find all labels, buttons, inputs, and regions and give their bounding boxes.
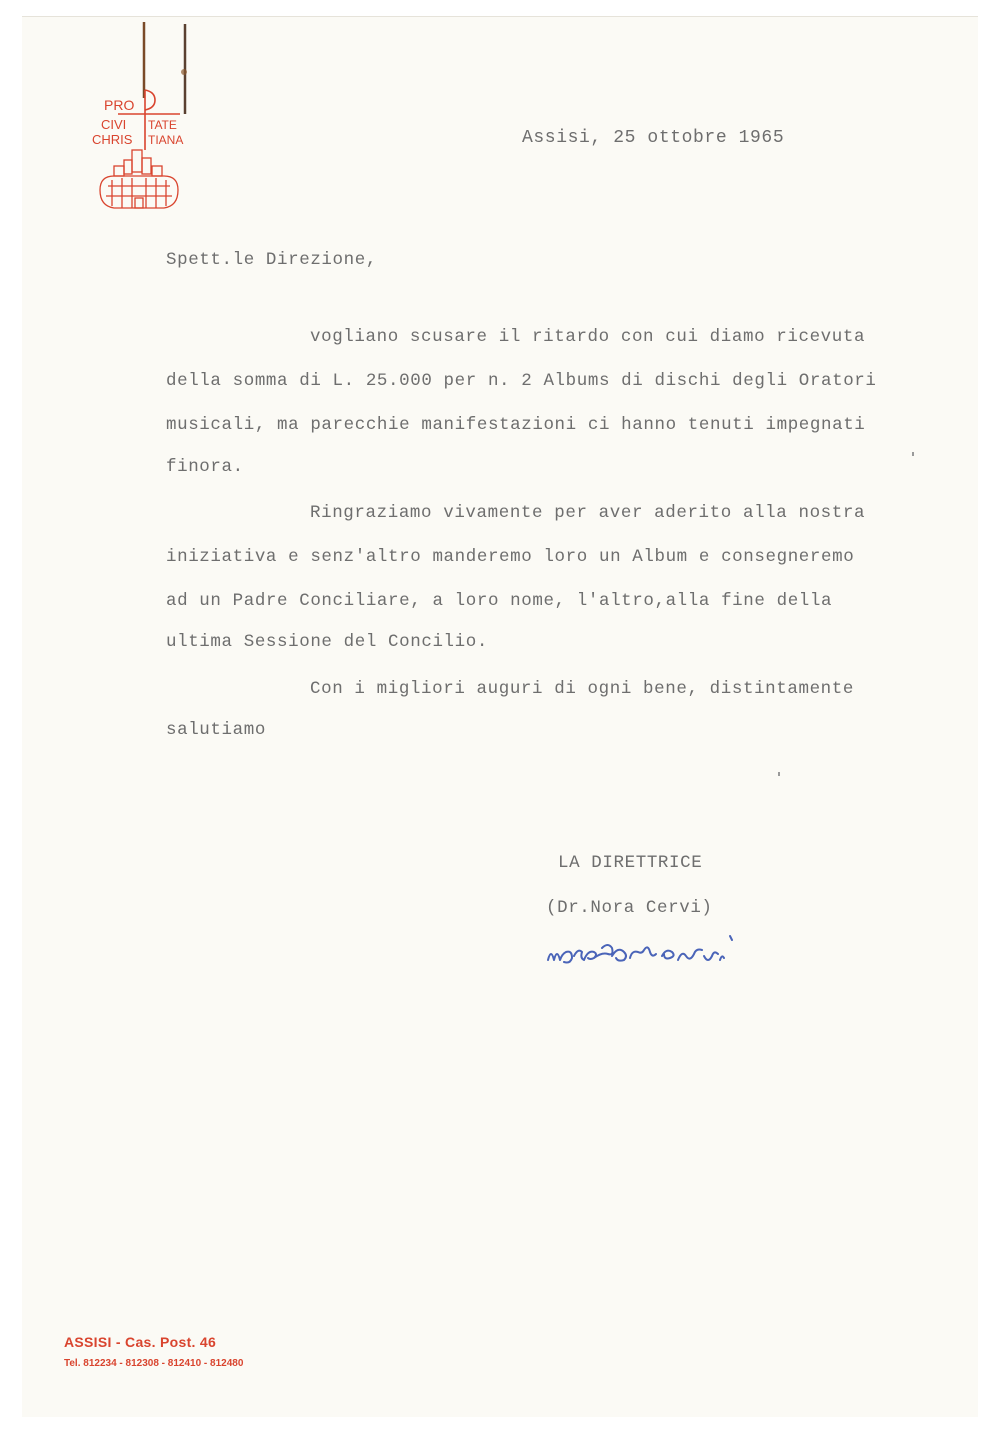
pro-civitate-christiana-emblem-icon: [88, 20, 188, 212]
signature-title: LA DIRETTRICE: [558, 853, 703, 873]
handwritten-signature: [544, 926, 754, 972]
paragraph1-line-3: musicali, ma parecchie manifestazioni ci hanno tenuti impegnati: [166, 415, 866, 435]
paragraph3-line-2: salutiamo: [166, 720, 266, 740]
paragraph2-line-4: ultima Sessione del Concilio.: [166, 632, 488, 652]
paper-speck: [912, 452, 914, 456]
paragraph1-line-4: finora.: [166, 457, 244, 477]
signature-name: (Dr.Nora Cervi): [546, 898, 713, 918]
signature-icon: [544, 926, 754, 972]
paragraph2-line-1: Ringraziamo vivamente per aver aderito alla nostra: [310, 503, 866, 523]
letter-date: Assisi, 25 ottobre 1965: [522, 128, 785, 148]
paper-speck: [778, 772, 780, 776]
svg-text:PRO: PRO: [104, 97, 135, 113]
paragraph2-line-3: ad un Padre Conciliare, a loro nome, l'altro,alla fine della: [166, 591, 833, 611]
svg-text:CHRIS: CHRIS: [92, 132, 133, 147]
svg-text:TIANA: TIANA: [148, 133, 184, 147]
svg-text:CIVI: CIVI: [101, 117, 127, 132]
salutation: Spett.le Direzione,: [166, 250, 377, 270]
letterhead-logo: [88, 20, 188, 212]
paragraph1-line-1: vogliano scusare il ritardo con cui diamo ricevuta: [310, 327, 866, 347]
footer-address: ASSISI - Cas. Post. 46: [64, 1334, 217, 1350]
paragraph1-line-2: della somma di L. 25.000 per n. 2 Albums di dischi degli Oratori: [166, 371, 877, 391]
svg-text:TATE: TATE: [148, 118, 177, 132]
paragraph2-line-2: iniziativa e senz'altro manderemo loro un Album e consegneremo: [166, 547, 855, 567]
footer-telephones: Tel. 812234 - 812308 - 812410 - 812480: [64, 1358, 244, 1369]
paragraph3-line-1: Con i migliori auguri di ogni bene, distintamente: [310, 679, 854, 699]
letter-sheet: [22, 16, 978, 1417]
